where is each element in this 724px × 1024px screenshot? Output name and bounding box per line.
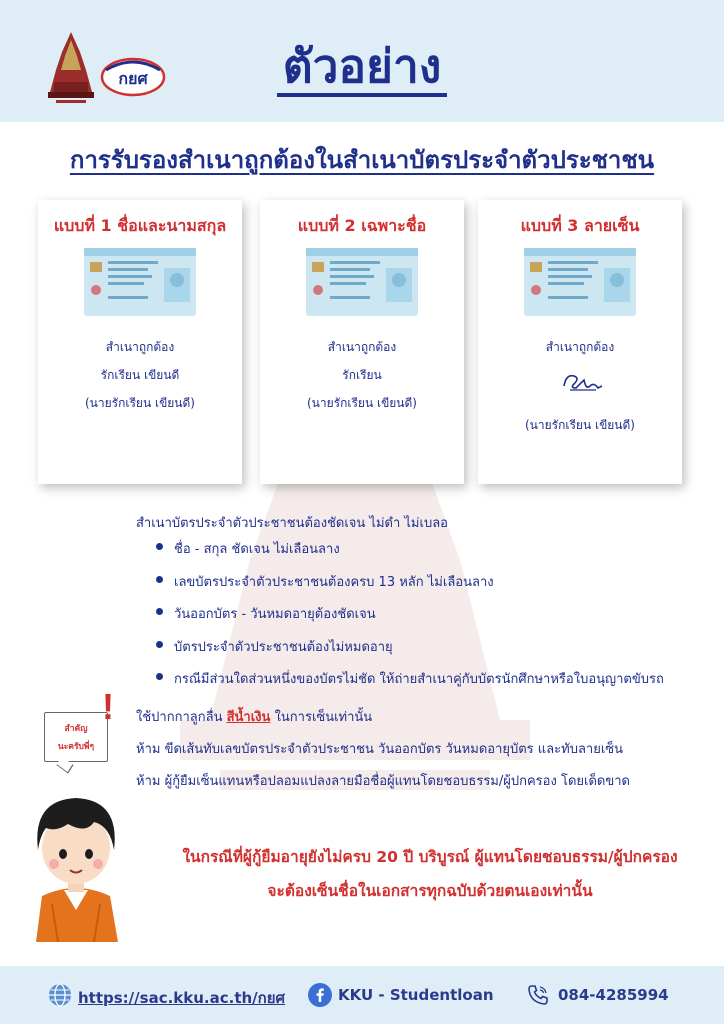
card-heading: แบบที่ 1 ชื่อและนามสกุล bbox=[53, 216, 227, 235]
list-item: บัตรประจำตัวประชาชนต้องไม่หมดอายุ bbox=[156, 636, 664, 669]
certified-text: สำเนาถูกต้อง bbox=[105, 340, 175, 354]
svg-text:กยศ: กยศ bbox=[118, 69, 148, 88]
certified-text: สำเนาถูกต้อง bbox=[327, 340, 397, 354]
website-link[interactable]: https://sac.kku.ac.th/กยศ bbox=[78, 989, 286, 1007]
signature-text: รักเรียน bbox=[342, 368, 382, 382]
signature-text: รักเรียน เขียนดี bbox=[100, 368, 180, 382]
example-card-1 bbox=[38, 200, 242, 484]
rule-no-strikethrough: ห้าม ขีดเส้นทับเลขบัตรประจำตัวประชาชน วันออกบัตร วันหมดอายุบัตร และทับลายเซ็น bbox=[136, 742, 623, 757]
student-cartoon-avatar bbox=[22, 792, 130, 942]
id-card-image bbox=[306, 248, 418, 316]
globe-icon bbox=[48, 983, 72, 1007]
id-card-image bbox=[84, 248, 196, 316]
phone-link[interactable]: 084-4285994 bbox=[558, 986, 669, 1004]
list-item: วันออกบัตร - วันหมดอายุต้องชัดเจน bbox=[156, 603, 664, 636]
notice-line-1: สำคัญ bbox=[64, 724, 88, 734]
header-banner bbox=[0, 0, 724, 122]
card-heading: แบบที่ 3 ลายเซ็น bbox=[520, 216, 640, 235]
notice-line-2: นะครับพี่ๆ bbox=[57, 742, 95, 752]
full-name-text: (นายรักเรียน เขียนดี) bbox=[307, 396, 417, 410]
list-item: เลขบัตรประจำตัวประชาชนต้องครบ 13 หลัก ไม่เลือนลาง bbox=[156, 571, 664, 604]
rule-pen-color: สีน้ำเงิน bbox=[226, 710, 271, 725]
rule-pen-prefix: ใช้ปากกาลูกลื่น bbox=[136, 710, 223, 725]
rule-pen-suffix: ในการเซ็นเท่านั้น bbox=[274, 710, 373, 725]
guardian-warning-line-1: ในกรณีที่ผู้กู้ยืมอายุยังไม่ครบ 20 ปี บริบูรณ์ ผู้แทนโดยชอบธรรม/ผู้ปกครอง bbox=[182, 848, 678, 866]
handwritten-signature-icon bbox=[560, 368, 604, 394]
phone-icon bbox=[526, 983, 550, 1007]
facebook-icon bbox=[308, 983, 332, 1007]
full-name-text: (นายรักเรียน เขียนดี) bbox=[85, 396, 195, 410]
rule-pen bbox=[136, 706, 372, 727]
example-card-2 bbox=[260, 200, 464, 484]
card-heading: แบบที่ 2 เฉพาะชื่อ bbox=[297, 216, 427, 235]
checklist bbox=[156, 538, 664, 701]
important-notice-bubble bbox=[44, 712, 108, 762]
example-card-3 bbox=[478, 200, 682, 484]
id-card-image bbox=[524, 248, 636, 316]
page-title: ตัวอย่าง bbox=[0, 30, 724, 103]
checklist-heading: สำเนาบัตรประจำตัวประชาชนต้องชัดเจน ไม่ดำ ไม่เบลอ bbox=[136, 516, 448, 531]
exclamation-icon: ! bbox=[102, 686, 114, 727]
list-item: ชื่อ - สกุล ชัดเจน ไม่เลือนลาง bbox=[156, 538, 664, 571]
guardian-warning-line-2: จะต้องเซ็นชื่อในเอกสารทุกฉบับด้วยตนเองเท่านั้น bbox=[267, 882, 593, 900]
footer-bar bbox=[0, 966, 724, 1024]
full-name-text: (นายรักเรียน เขียนดี) bbox=[525, 418, 635, 432]
facebook-link[interactable]: KKU - Studentloan bbox=[338, 986, 494, 1004]
certified-text: สำเนาถูกต้อง bbox=[545, 340, 615, 354]
rule-no-forgery: ห้าม ผู้กู้ยืมเซ็นแทนหรือปลอมแปลงลายมือชื่อผู้แทนโดยชอบธรรม/ผู้ปกครอง โดยเด็ดขาด bbox=[136, 774, 630, 789]
section-subtitle: การรับรองสำเนาถูกต้องในสำเนาบัตรประจำตัวประชาชน bbox=[69, 146, 655, 174]
list-item: กรณีมีส่วนใดส่วนหนึ่งของบัตรไม่ชัด ให้ถ่ายสำเนาคู่กับบัตรนักศึกษาหรือใบอนุญาตขับรถ bbox=[156, 668, 664, 701]
